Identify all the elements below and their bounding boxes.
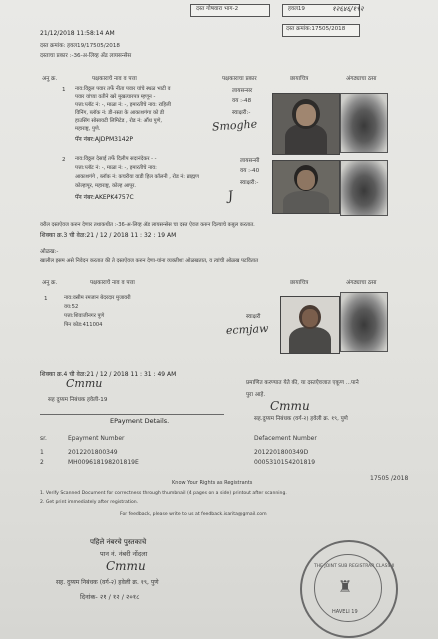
- rights-item-2: 2. Get print immediately after registration.: [40, 500, 139, 505]
- party-2-thumbprint: [340, 160, 388, 216]
- party-2-line: कोल्हापूर, महाराष्ट्र, कोल्ह आपूर.: [75, 183, 137, 189]
- certification-line-2: पुरा आहे.: [246, 392, 266, 398]
- epayment-row-1-number: 2012201800349: [68, 449, 118, 456]
- party-1-signature: Smoghe: [211, 117, 258, 134]
- party-2-type: लायसन्सी: [240, 158, 260, 164]
- identifier-signature: ecmjaw: [225, 321, 269, 338]
- id-col-photo-header: छायाचित्र: [290, 280, 309, 286]
- registrar-line: सह. दुय्यम निबंधक (वर्ग-२) हवेली क्र. १९, पुणे: [56, 579, 159, 586]
- identifier-line: पत्ता:शिवाजीनगर पुणे: [64, 313, 105, 319]
- epayment-title: EPayment Details.: [110, 417, 170, 425]
- identifier-line: नाव:वसीम रमजान बेदरदार मुजावरी: [64, 295, 131, 301]
- registrar-seal: [300, 540, 398, 638]
- party-2-signature: J: [226, 188, 235, 205]
- feedback-line: For feedback, please write to us at feedback.isarita@gmail.com: [120, 512, 267, 517]
- party-2-line: नाव:विठ्ठल देसाई तर्फे दिलीप सदानंदेकर - -: [75, 156, 157, 162]
- party-1-type: लायसन्सर: [232, 88, 253, 94]
- identification-text: खालील इसम असे निवेदन करतात की ते दस्तऐवज करुन देणा-यांना व्यक्तीशः ओळखतात, व त्यांची ओळख पटवितात: [40, 258, 259, 264]
- party-1-line: पवार यांच्या वतीने खरे मुखत्यारपत्र म्हणून -: [75, 94, 156, 100]
- officer-left-signature: Cmmu: [66, 377, 103, 390]
- identifier-serial: 1: [44, 296, 48, 302]
- office-code: हवल19: [288, 6, 305, 12]
- party-1-line: विनिंग, ब्लॉक नं: डी-रस्ता के आकाशगंगा को डी: [75, 110, 165, 116]
- defacement-number-header: Defacement Number: [254, 435, 317, 442]
- presentation-line: वरील दस्तऐवज करुन देणार तथाकथीत :-36-अ-लिव्ह ॲड लायसन्सेस चा दस्त ऐवज करुन दिल्याचे कबुल करतात.: [40, 222, 255, 228]
- col-type-header: पक्षकाराचा प्रकार: [222, 76, 257, 82]
- party-1-pan: पॅन नंबर:AJDPM3142P: [75, 136, 134, 143]
- stamp-3-time: शिक्का क्र.3 ची वेळ:21 / 12 / 2018 11 : 32 : 19 AM: [40, 232, 177, 239]
- party-1-line: हाउसिंग सोसायटी लिमिटेड , रोड नं: औंध पुणे,: [75, 118, 162, 124]
- footer-doc-ref: 17505 /2018: [370, 475, 409, 482]
- party-2-serial: 2: [62, 157, 66, 163]
- epayment-row-2-defacement: 0005310154201819: [254, 459, 316, 466]
- party-1-photo: [272, 93, 340, 155]
- page-code: १२६४६/१९२: [332, 5, 364, 13]
- party-1-sign-label: स्वाक्षरी:-: [232, 110, 251, 116]
- col-photo-header: छायाचित्र: [290, 76, 309, 82]
- identifier-line: पिन कोड:411004: [64, 322, 103, 328]
- col-thumb-header: अंगठ्याचा ठसा: [346, 76, 377, 82]
- officer-left: सह दुय्यम निबंधक हवेली-19: [48, 397, 108, 403]
- print-timestamp: 21/12/2018 11:58:14 AM: [40, 30, 115, 37]
- col-party-header: पक्षकाराचे नाव व पत्ता: [92, 76, 137, 82]
- party-1-serial: 1: [62, 87, 66, 93]
- epayment-row-2-number: MH009618198201819E: [68, 459, 139, 466]
- identifier-photo: [280, 296, 340, 354]
- epayment-row-1-defacement: 2012201800349D: [254, 449, 309, 456]
- page-line: पान नं. नंबरी नोंदला: [100, 550, 148, 558]
- rights-item-1: 1. Verify Scanned Document for correctness through thumbnail (4 pages on a side) printout after scanning.: [40, 491, 287, 496]
- doc-number-label: दस्त क्रमांक:17505/2018: [286, 26, 346, 32]
- party-2-sign-label: स्वाक्षरी:-: [240, 180, 259, 186]
- office-label: दस्त गोषवारा भाग-2: [196, 6, 239, 12]
- certification-line: प्रमाणित करण्यात येते की, या दस्तऐवजात एकूण ...पाने: [246, 380, 359, 386]
- party-2-photo: [272, 160, 340, 214]
- officer-right-signature: Cmmu: [270, 399, 310, 413]
- party-2-line: आकाशगंगे , ब्लॉक नं: कचरीया वाडी हिल कॉलनी , रोड नं: ब्राह्मण: [75, 174, 199, 180]
- party-1-line: नाव:विठ्ठल पवार तर्फे नीता पवार यांचे स्थळ भाटी व: [75, 86, 171, 92]
- registrar-date: दिनांक- २१ / १२ / २०१८: [80, 593, 140, 601]
- party-1-line: महाराष्ट्र, पुणे.: [75, 126, 101, 132]
- id-col-thumb-header: अंगठ्याचा ठसा: [346, 280, 377, 286]
- col-serial-header: अनु क्र.: [42, 76, 58, 82]
- identifier-line: वय:52: [64, 304, 79, 310]
- epayment-number-header: Epayment Number: [68, 435, 125, 442]
- doc-type-line: दस्ताचा प्रकार :-36-अ-लिव्ह ॲड लायसन्सेस: [40, 53, 132, 59]
- stamp-4-time: शिक्का क्र.4 ची वेळ:21 / 12 / 2018 11 : 31 : 49 AM: [40, 371, 177, 378]
- seal-emblem: ♜: [338, 577, 353, 596]
- identifier-thumbprint: [340, 292, 388, 352]
- doc-number-line: दस्त क्रमांक: हवल19/17505/2018: [40, 43, 120, 49]
- epayment-rule: [40, 414, 224, 415]
- identifier-sign-label: स्वाक्षरी: [246, 314, 261, 320]
- party-1-line: पत्ता:प्लॉट नं: -, माळा नं: -, इमारतीचे नाव: राहिली: [75, 102, 171, 108]
- registrar-signature: Cmmu: [106, 559, 146, 573]
- rights-heading: Know Your Rights as Registrants: [172, 480, 253, 486]
- id-col-party-header: पक्षकाराचे नाव व पत्ता: [90, 280, 135, 286]
- party-1-thumbprint: [340, 93, 388, 153]
- officer-right: सह.दुय्यम निबंधक (वर्ग-२) हवेली क्र. १९, पुणे: [254, 416, 348, 422]
- epayment-row-2-sr: 2: [40, 459, 44, 466]
- seal-bottom-text: HAVELI 19: [332, 609, 358, 615]
- epayment-row-1-sr: 1: [40, 449, 44, 456]
- party-1-age: वय :-48: [232, 98, 252, 104]
- identification-heading: ओळख:-: [40, 249, 59, 255]
- seal-top-text: THE JOINT SUB REGISTRAR CLASS II: [314, 564, 395, 569]
- party-2-age: वय :-40: [240, 168, 260, 174]
- party-2-line: पत्ता:प्लॉट नं: -, माळा नं: -, इमारतीचे नाव:: [75, 165, 157, 171]
- id-col-serial-header: अनु क्र.: [42, 280, 58, 286]
- party-2-pan: पॅन नंबर:AKEPK4757C: [75, 194, 134, 201]
- epayment-sr-header: sr.: [40, 435, 47, 442]
- book-line: पहिले नंबरचे पुस्तकाचे: [90, 538, 147, 546]
